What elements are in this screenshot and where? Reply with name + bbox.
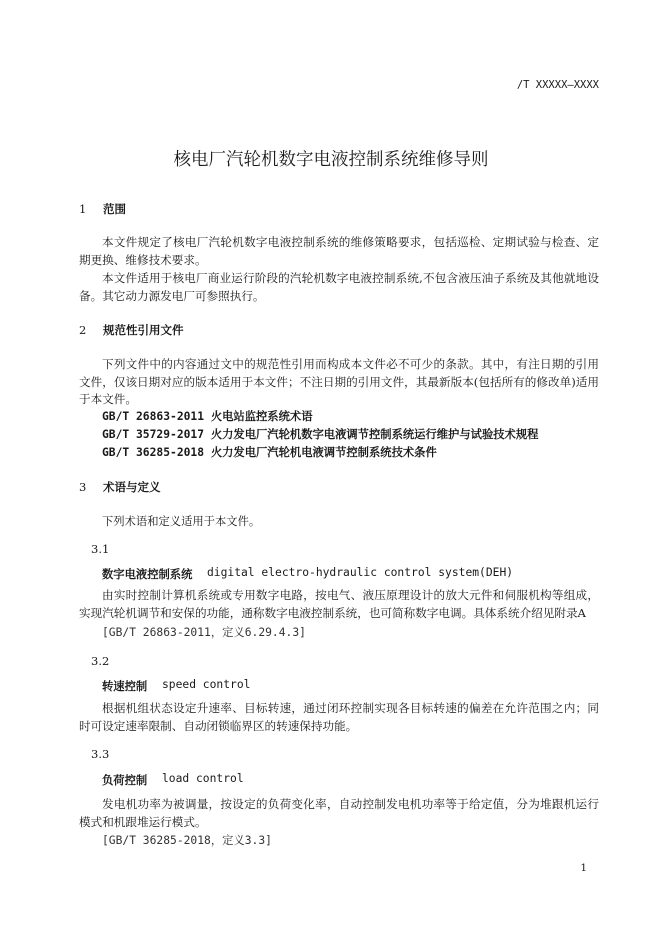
reference-item: GB/T 35729-2017 火力发电厂汽轮机数字电液调节控制系统运行维护与试验技术规程 xyxy=(102,428,539,441)
section-2-heading: 规范性引用文件 xyxy=(103,323,184,337)
term-name-en: digital electro-hydraulic control system(DEH) xyxy=(207,566,514,579)
section-1-paragraph-2: 本文件适用于核电厂商业运行阶段的汽轮机数字电液控制系统,不包含液压油子系统及其他就地设备。其它动力源发电厂可参照执行。 xyxy=(79,271,599,303)
section-3-number: 3 xyxy=(79,480,87,494)
section-3-heading: 术语与定义 xyxy=(103,480,161,494)
term-source: [GB/T 36285-2018，定义3.3] xyxy=(102,834,272,847)
term-number: 3.3 xyxy=(91,747,110,761)
term-name-en: speed control xyxy=(162,678,251,691)
standard-code: /T XXXXX—XXXX xyxy=(516,79,599,91)
term-name-en: load control xyxy=(162,772,244,785)
term-definition: 由实时控制计算机系统或专用数字电路，按电气、液压原理设计的放大元件和伺服机构等组成，实现汽轮机调节和安保的功能，通称数字电液控制系统，也可简称数字电调。具体系统介绍见附录A xyxy=(79,588,599,620)
term-definition: 根据机组状态设定升速率、目标转速，通过闭环控制实现各目标转速的偏差在允许范围之内；同时可设定速率限制、自动闭锁临界区的转速保持功能。 xyxy=(79,701,599,733)
section-2-number: 2 xyxy=(79,323,87,337)
section-1-number: 1 xyxy=(79,202,87,216)
section-2-paragraph-1: 下列文件中的内容通过文中的规范性引用而构成本文件必不可少的条款。其中，有注日期的引用文件，仅该日期对应的版本适用于本文件；不注日期的引用文件，其最新版本(包括所有的修改单)适用于本文件。 xyxy=(79,357,599,406)
term-name-zh: 转速控制 xyxy=(102,680,148,693)
section-1-heading: 范围 xyxy=(103,202,126,216)
section-3-intro: 下列术语和定义适用于本文件。 xyxy=(102,515,261,528)
term-source: [GB/T 26863-2011，定义6.29.4.3] xyxy=(102,626,306,639)
term-name-zh: 数字电液控制系统 xyxy=(102,568,193,581)
reference-item: GB/T 26863-2011 火电站监控系统术语 xyxy=(102,410,313,423)
term-definition: 发电机功率为被调量，按设定的负荷变化率，自动控制发电机功率等于给定值，分为堆跟机运行模式和机跟堆运行模式。 xyxy=(79,797,599,829)
page-number: 1 xyxy=(580,862,587,874)
document-title: 核电厂汽轮机数字电液控制系统维修导则 xyxy=(173,150,489,170)
reference-item: GB/T 36285-2018 火力发电厂汽轮机电液调节控制系统技术条件 xyxy=(102,446,437,459)
section-1-paragraph-1: 本文件规定了核电厂汽轮机数字电液控制系统的维修策略要求，包括巡检、定期试验与检查、定期更换、维修技术要求。 xyxy=(79,235,599,267)
term-number: 3.2 xyxy=(91,654,110,668)
term-number: 3.1 xyxy=(91,542,110,556)
term-name-zh: 负荷控制 xyxy=(102,774,148,787)
